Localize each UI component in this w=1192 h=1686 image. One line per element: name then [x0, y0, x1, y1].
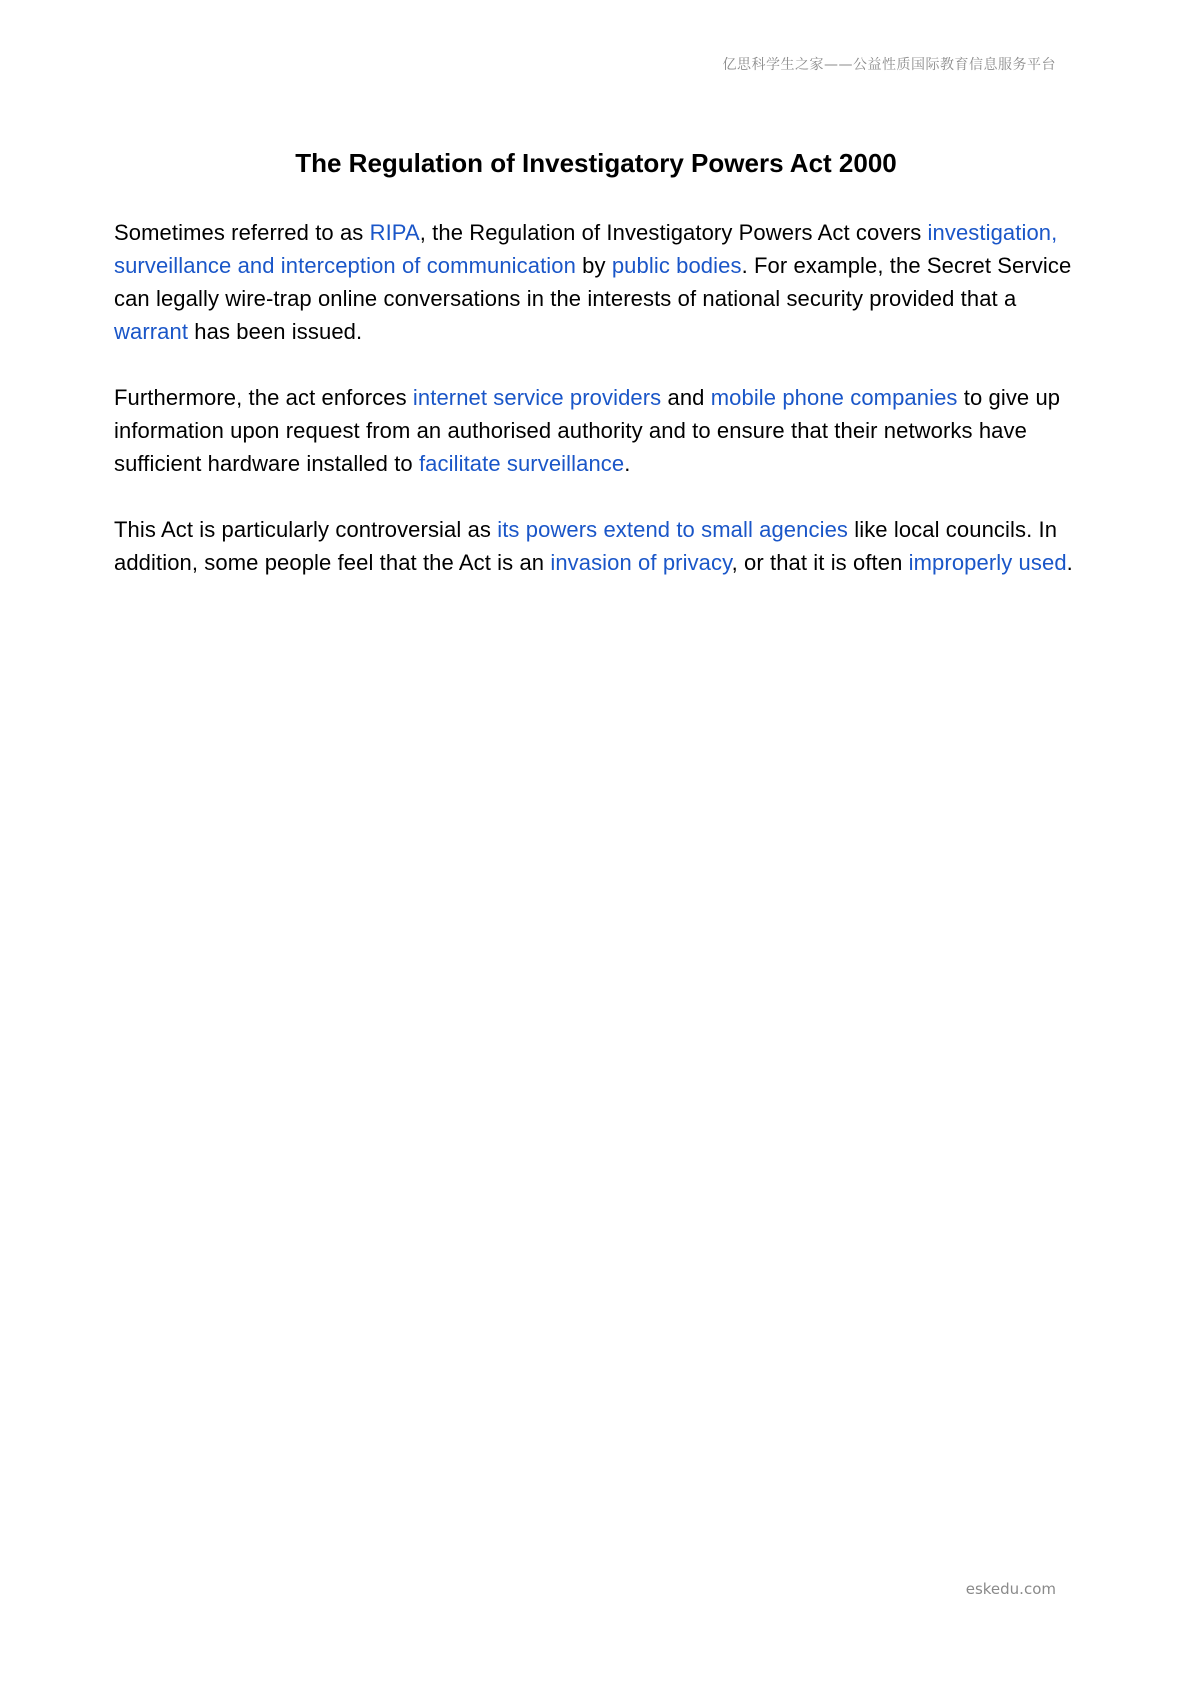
text-span: Sometimes referred to as — [114, 220, 370, 245]
link-warrant[interactable]: warrant — [114, 319, 189, 344]
page-header: 亿思科学生之家——公益性质国际教育信息服务平台 — [722, 57, 1056, 73]
link-internet-service-providers[interactable]: internet service providers — [412, 385, 662, 410]
text-span: . For example, the Secret Service can legally wire-trap online conversations in the interests of national security provided that a — [114, 253, 1072, 311]
link-public-bodies[interactable]: public bodies — [611, 253, 742, 278]
text-span: like local councils. In addition, some people feel that the Act is an — [114, 517, 1058, 575]
link-mobile-phone-companies[interactable]: mobile phone companies — [710, 385, 958, 410]
text-span: , or that it is often — [731, 550, 909, 575]
text-span: and — [661, 385, 711, 410]
link-investigation-surveillance[interactable]: investigation, surveillance and interception of communication — [114, 220, 1058, 278]
link-small-agencies[interactable]: its powers extend to small agencies — [497, 517, 849, 542]
link-ripa[interactable]: RIPA — [369, 220, 420, 245]
text-span: to give up information upon request from an authorised authority and to ensure that their networks have sufficient hardware installed to — [114, 385, 1061, 476]
text-span: Furthermore, the act enforces — [114, 385, 413, 410]
paragraph-ripa-intro — [114, 216, 1074, 348]
link-improperly-used[interactable]: improperly used — [908, 550, 1067, 575]
text-span: This Act is particularly controversial as — [114, 517, 498, 542]
text-span: . — [624, 451, 631, 476]
document-body — [114, 216, 1074, 612]
text-span: . — [1066, 550, 1073, 575]
paragraph-controversy — [114, 513, 1074, 579]
text-span: has been issued. — [188, 319, 363, 344]
page-title: The Regulation of Investigatory Powers Act 2000 — [295, 148, 897, 178]
paragraph-providers — [114, 381, 1074, 480]
text-span: , the Regulation of Investigatory Powers Act covers — [419, 220, 928, 245]
page-footer: eskedu.com — [965, 1580, 1056, 1598]
link-facilitate-surveillance[interactable]: facilitate surveillance — [418, 451, 625, 476]
link-invasion-of-privacy[interactable]: invasion of privacy — [550, 550, 732, 575]
text-span: by — [575, 253, 612, 278]
